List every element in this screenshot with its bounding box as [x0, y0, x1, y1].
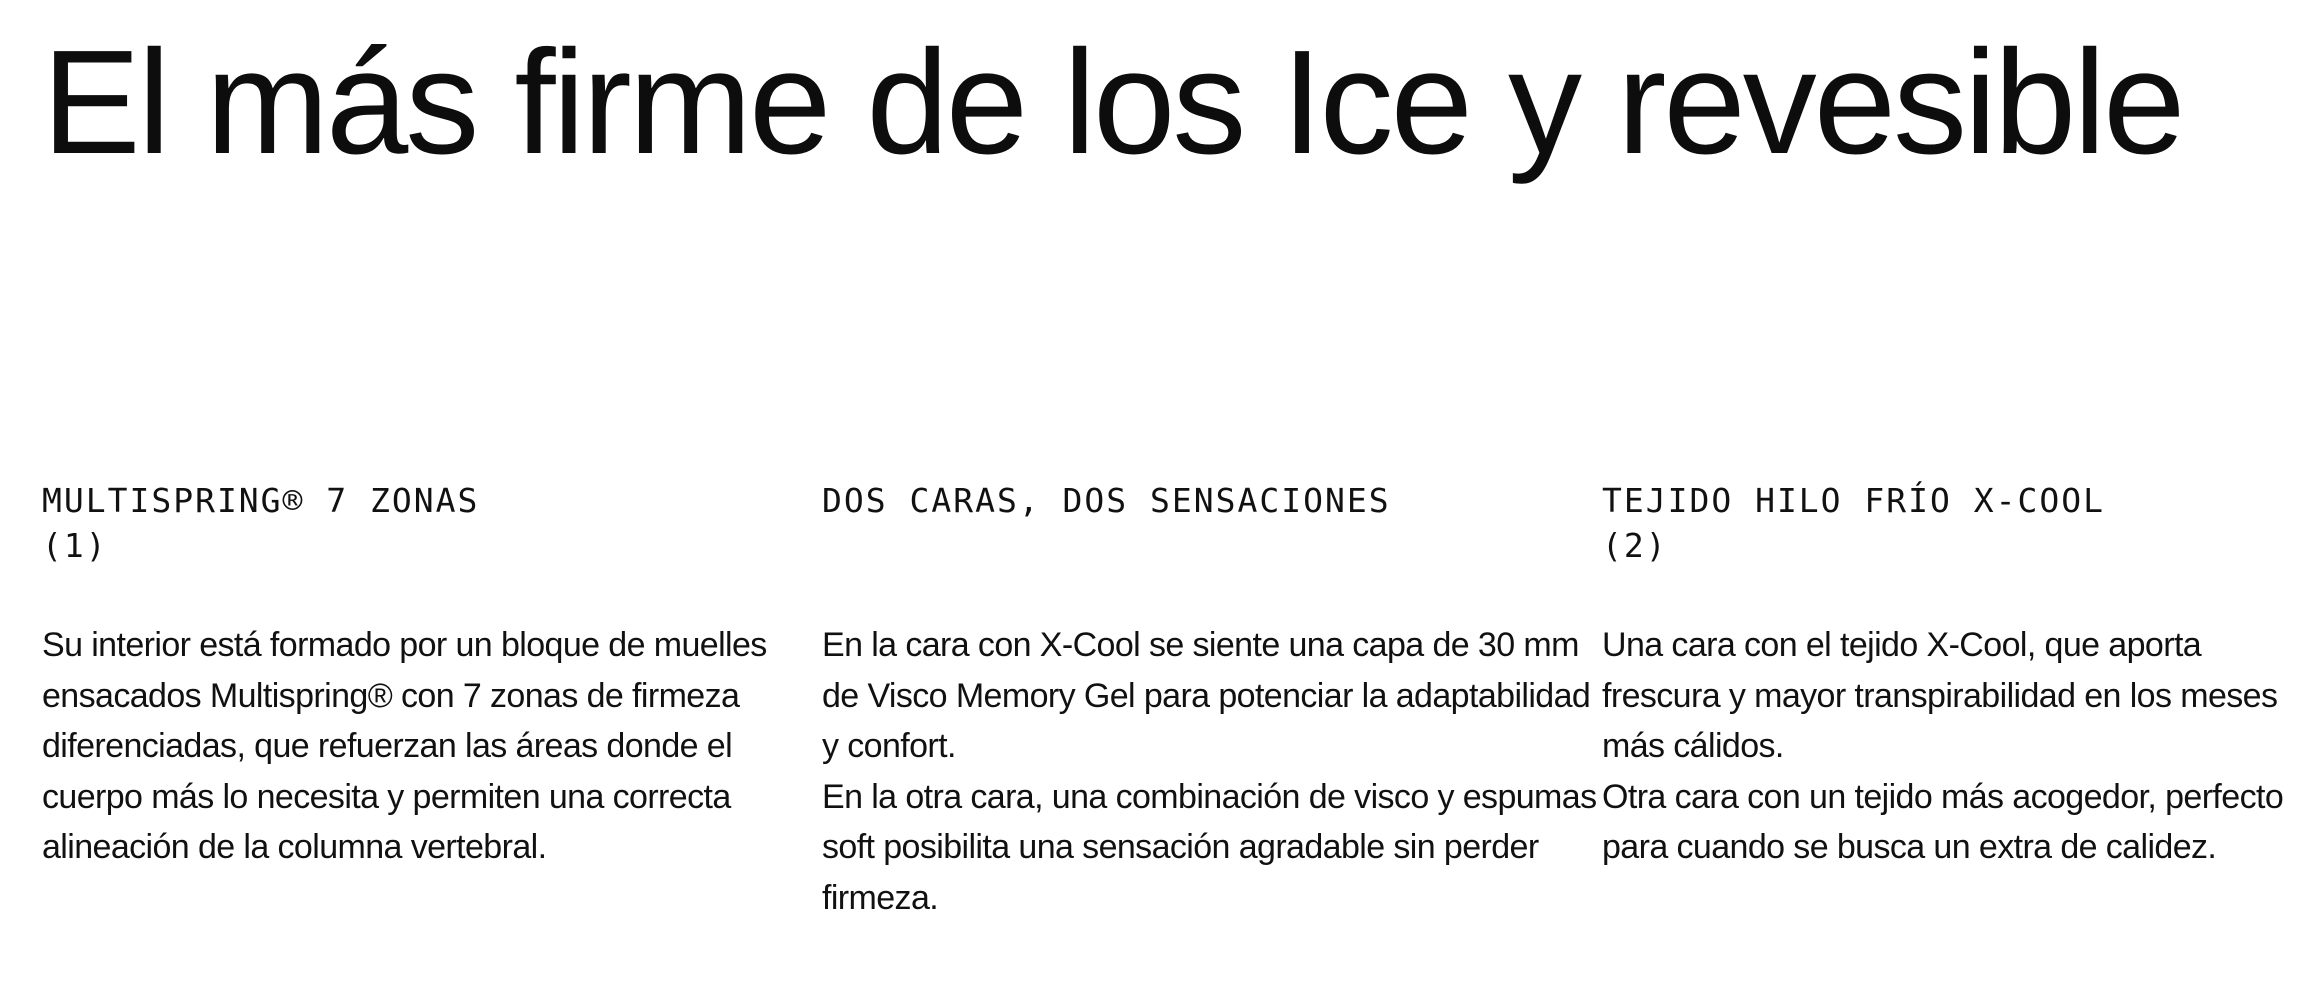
feature-paragraph: Su interior está formado por un bloque de muelles ensacados Multispring® con 7 zonas de firmeza diferenciadas, que refuerzan las áreas donde el cuerpo más lo necesita y permiten una correcta alineación de la columna vertebral.: [42, 626, 767, 866]
feature-title: [42, 478, 822, 568]
features-grid: [42, 478, 2292, 923]
feature-paragraph: Una cara con el tejido X-Cool, que aporta frescura y mayor transpirabilidad en los meses más cálidos.: [1602, 626, 2278, 765]
feature-paragraph: Otra cara con un tejido más acogedor, perfecto para cuando se busca un extra de calidez.: [1602, 777, 2284, 866]
feature-title-text: DOS CARAS, DOS SENSACIONES: [822, 481, 1391, 520]
feature-title-text: TEJIDO HILO FRÍO X-COOL: [1602, 481, 2105, 520]
feature-description: [42, 620, 822, 873]
feature-x-cool: [1602, 478, 2292, 923]
feature-description: [822, 620, 1602, 923]
feature-title: [1602, 478, 2292, 568]
feature-title: [822, 478, 1602, 568]
feature-footnote-ref: (2): [1602, 526, 1668, 565]
feature-title-text: MULTISPRING® 7 ZONAS: [42, 481, 480, 520]
feature-footnote-ref: (1): [42, 526, 108, 565]
feature-dos-caras: [822, 478, 1602, 923]
feature-description: [1602, 620, 2292, 873]
feature-paragraph: En la otra cara, una combinación de visco y espumas soft posibilita una sensación agradable sin perder firmeza.: [822, 777, 1597, 917]
page-title: El más firme de los Ice y revesible: [42, 20, 2183, 185]
feature-multispring: [42, 478, 822, 923]
feature-paragraph: En la cara con X-Cool se siente una capa de 30 mm de Visco Memory Gel para potenciar la adaptabilidad y confort.: [822, 626, 1591, 765]
